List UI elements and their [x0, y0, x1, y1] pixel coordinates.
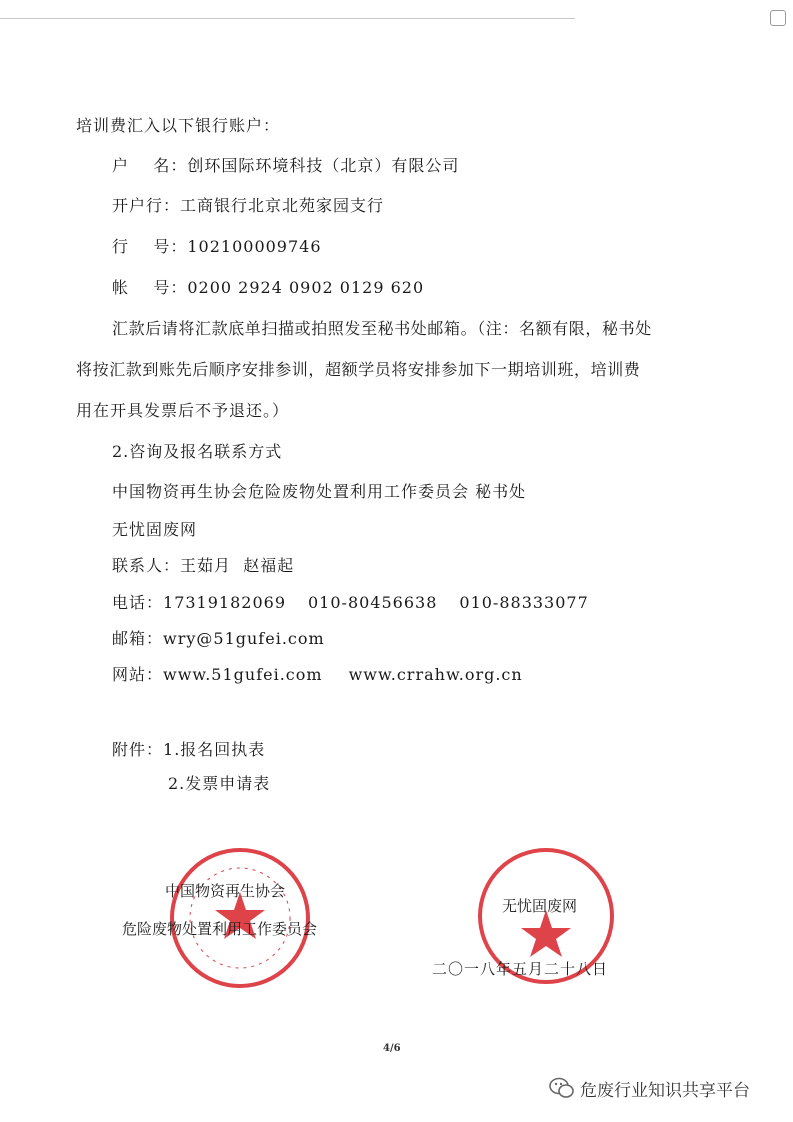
watermark-text: 危废行业知识共享平台: [580, 1081, 750, 1101]
bank-name-row: [112, 153, 459, 176]
contact-person-row: [112, 553, 294, 576]
contact-site-label: 网站：: [112, 665, 164, 684]
attachment-label: 附件：: [112, 740, 164, 759]
bank-intro: 培训费汇入以下银行账户：: [76, 116, 281, 135]
notice-line-1: 汇款后请将汇款底单扫描或拍照发至秘书处邮箱。（注：名额有限，秘书处: [112, 319, 652, 338]
bank-branch-row: [112, 193, 384, 216]
signature-date: 二〇一八年五月二十八日: [432, 960, 609, 978]
contact-phone-2: 010-80456638: [308, 593, 438, 612]
contact-site-2: www.crrahw.org.cn: [348, 665, 523, 684]
bank-code-label: 行 号：: [112, 237, 188, 256]
contact-site-row: [112, 662, 523, 685]
bank-account-row: [112, 275, 424, 298]
signature-org-line-2: 危险废物处置利用工作委员会: [122, 920, 318, 938]
attachment-item-1: 1.报名回执表: [163, 740, 266, 759]
bank-code-row: [112, 234, 322, 257]
attachment-row-1: [112, 737, 265, 760]
bank-account-label: 帐 号：: [112, 278, 188, 297]
signature-org-line-1: 中国物资再生协会: [165, 882, 286, 900]
bank-account-value: 0200 2924 0902 0129 620: [187, 278, 425, 297]
attachment-item-2: 2.发票申请表: [168, 774, 271, 793]
contact-email-row: [112, 626, 325, 649]
contact-org-2: 无忧固废网: [112, 520, 198, 539]
contact-site-1: www.51gufei.com: [163, 665, 323, 684]
notice-line-3: 用在开具发票后不予退还。）: [76, 401, 290, 420]
corner-mark: [770, 10, 786, 26]
wechat-icon: [548, 1075, 576, 1101]
signature-org-2: 无忧固废网: [502, 897, 578, 915]
page-number: 4/6: [383, 1043, 401, 1054]
contact-email-value: wry@51gufei.com: [163, 629, 325, 648]
bank-name-value: 创环国际环境科技（北京）有限公司: [187, 156, 460, 175]
contact-person-label: 联系人：: [112, 556, 181, 575]
contact-phone-1: 17319182069: [163, 593, 286, 612]
page-border: [0, 18, 575, 19]
contact-person-value: 王茹月 赵福起: [180, 556, 295, 575]
contact-email-label: 邮箱：: [112, 629, 164, 648]
notice-line-2: 将按汇款到账先后顺序安排参训，超额学员将安排参加下一期培训班，培训费: [76, 360, 641, 379]
contact-org-1: 中国物资再生协会危险废物处置利用工作委员会 秘书处: [112, 482, 527, 501]
bank-name-label: 户 名：: [112, 156, 188, 175]
bank-code-value: 102100009746: [187, 237, 322, 256]
contact-phone-label: 电话：: [112, 593, 164, 612]
contact-phone-row: [112, 590, 589, 613]
contact-phone-3: 010-88333077: [459, 593, 589, 612]
contact-heading: 2.咨询及报名联系方式: [112, 442, 283, 461]
bank-branch-label: 开户行：: [112, 196, 181, 215]
bank-branch-value: 工商银行北京北苑家园支行: [180, 196, 385, 215]
